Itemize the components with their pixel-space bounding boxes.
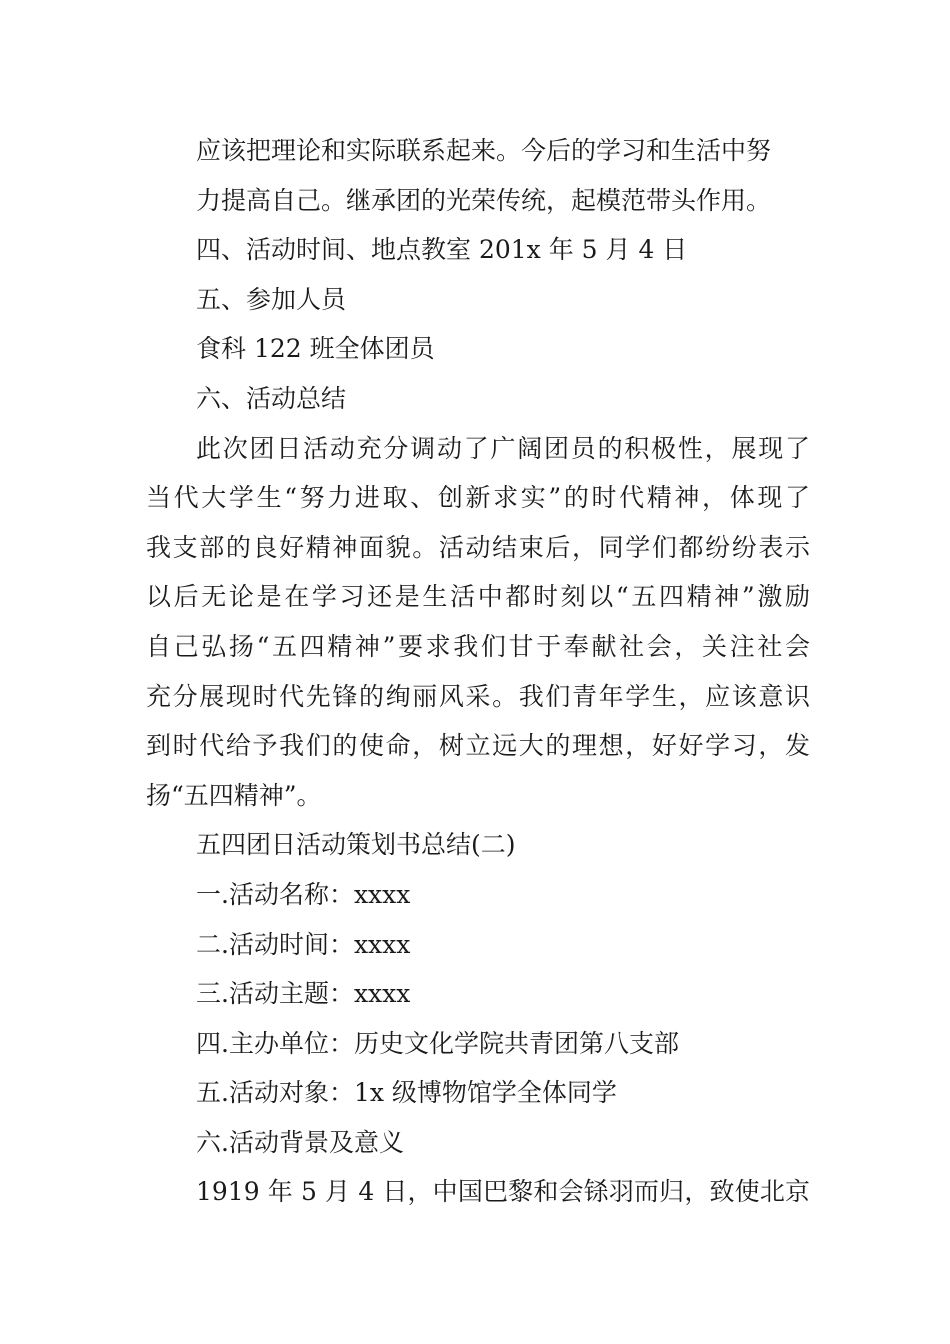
- list-item: 二.活动时间：xxxx: [196, 929, 411, 959]
- list-item: 三.活动主题：xxxx: [196, 979, 411, 1009]
- paragraph-line: 扬“五四精神”。: [146, 780, 322, 810]
- document-subtitle: 五四团日活动策划书总结(二): [196, 830, 516, 860]
- paragraph-line: 应该把理论和实际联系起来。今后的学习和生活中努: [196, 136, 772, 165]
- document-body: [146, 126, 810, 1217]
- paragraph-line: 力提高自己。继承团的光荣传统，起模范带头作用。: [196, 185, 772, 215]
- list-item: 四.主办单位：历史文化学院共青团第八支部: [196, 1028, 679, 1058]
- paragraph-line: 到时代给予我们的使命，树立远大的理想，好好学习，发: [146, 731, 810, 761]
- section-heading: 五、参加人员: [196, 284, 347, 314]
- paragraph-line: 1919 年 5 月 4 日，中国巴黎和会铩羽而归，致使北京: [196, 1177, 810, 1207]
- paragraph-line: 我支部的良好精神面貌。活动结束后，同学们都纷纷表示: [146, 532, 810, 562]
- paragraph-line: 此次团日活动充分调动了广阔团员的积极性，展现了: [196, 433, 810, 463]
- list-item: 五.活动对象：1x 级博物馆学全体同学: [196, 1078, 617, 1108]
- list-item: 一.活动名称：xxxx: [196, 879, 411, 909]
- section-heading: 六、活动总结: [196, 383, 347, 413]
- list-item: 六.活动背景及意义: [196, 1127, 404, 1157]
- paragraph-line: 自己弘扬“五四精神”要求我们甘于奉献社会，关注社会: [146, 631, 810, 661]
- section-heading: 四、活动时间、地点教室 201x 年 5 月 4 日: [196, 235, 688, 265]
- paragraph-line: 以后无论是在学习还是生活中都时刻以“五四精神”激励: [146, 582, 810, 612]
- paragraph-line: 当代大学生“努力进取、创新求实”的时代精神，体现了: [146, 483, 810, 513]
- paragraph-line: 食科 122 班全体团员: [196, 334, 435, 364]
- paragraph-line: 充分展现时代先锋的绚丽风采。我们青年学生，应该意识: [146, 681, 810, 711]
